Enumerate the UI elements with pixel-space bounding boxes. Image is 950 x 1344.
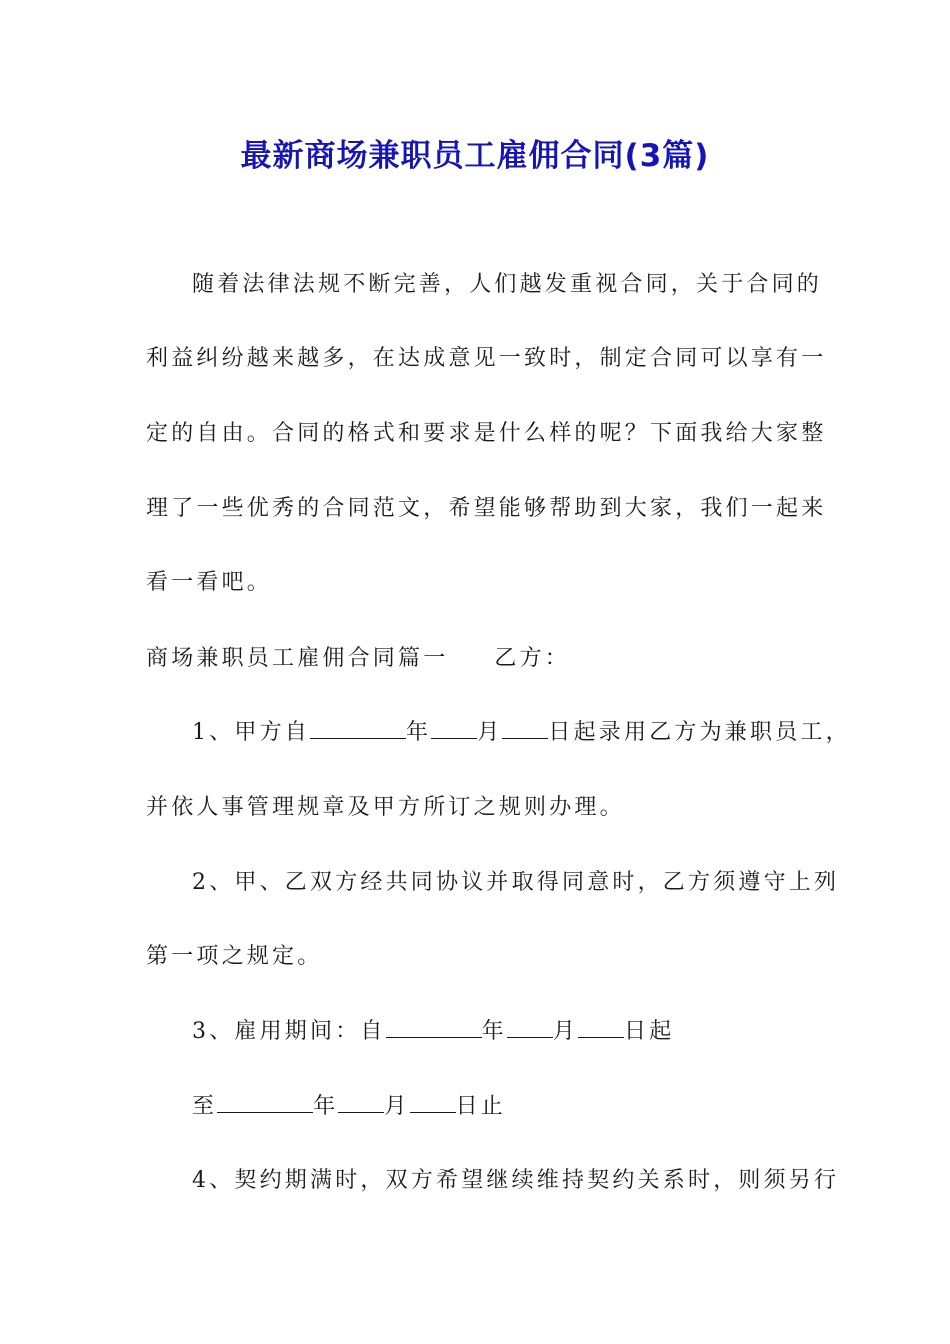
section-heading-row: [146, 644, 570, 674]
clause-3-to-year: 年: [313, 1094, 339, 1119]
clause-1-year: 年: [406, 720, 432, 745]
intro-line-4: 理了一些优秀的合同范文，希望能够帮助到大家，我们一起来: [146, 496, 827, 521]
clause-3-day-suffix: 日起: [624, 1019, 675, 1044]
clause-3-to-month: 月: [384, 1094, 410, 1119]
day-blank: [502, 720, 548, 739]
month-blank: [431, 720, 477, 739]
clause-1-day-suffix: 日起录用乙方为兼职员工，: [548, 720, 851, 745]
day-blank: [578, 1019, 624, 1038]
clause-3-prefix: 3、雇用期间：自: [192, 1019, 386, 1044]
clause-3-year: 年: [481, 1019, 507, 1044]
section-party: 乙方：: [494, 646, 571, 671]
day-blank: [410, 1094, 456, 1113]
clause-1-line-1: [192, 718, 851, 748]
clause-3-to-prefix: 至: [192, 1094, 218, 1119]
month-blank: [338, 1094, 384, 1113]
intro-line-1: 随着法律法规不断完善，人们越发重视合同，关于合同的: [192, 272, 823, 297]
clause-1-month: 月: [477, 720, 503, 745]
month-blank: [507, 1019, 553, 1038]
intro-line-5: 看一看吧。: [146, 570, 273, 595]
clause-2-line-1: 2、甲、乙双方经共同协议并取得同意时，乙方须遵守上列: [192, 870, 840, 895]
section-heading: 商场兼职员工雇佣合同篇一: [146, 646, 449, 671]
year-blank: [310, 720, 406, 739]
year-blank: [217, 1094, 313, 1113]
clause-3-line-2: [192, 1092, 506, 1122]
clause-1-prefix: 1、甲方自: [192, 720, 310, 745]
document-title: 最新商场兼职员工雇佣合同(3篇): [240, 138, 710, 174]
intro-line-3: 定的自由。合同的格式和要求是什么样的呢？下面我给大家整: [146, 421, 827, 446]
year-blank: [386, 1019, 482, 1038]
clause-3-to-day-suffix: 日止: [455, 1094, 507, 1119]
clause-3-line-1: [192, 1017, 674, 1047]
clause-4-line-1: 4、契约期满时，双方希望继续维持契约关系时，则须另行: [192, 1168, 840, 1193]
clause-1-line-2: 并依人事管理规章及甲方所订之规则办理。: [146, 795, 625, 820]
intro-line-2: 利益纠纷越来越多，在达成意见一致时，制定合同可以享有一: [146, 346, 827, 371]
clause-3-month: 月: [552, 1019, 579, 1044]
clause-2-line-2: 第一项之规定。: [146, 944, 323, 969]
